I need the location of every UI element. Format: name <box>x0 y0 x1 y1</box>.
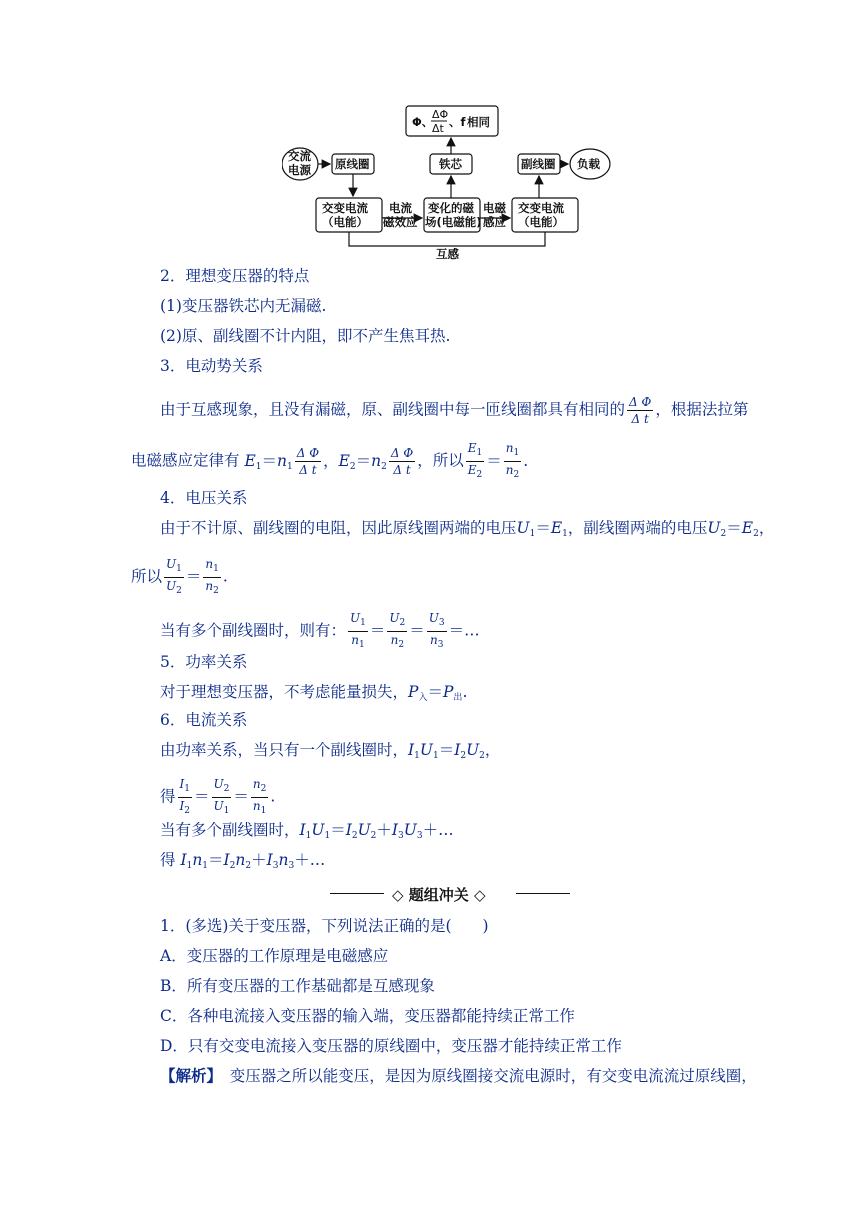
section-2-point-2: (2)原、副线圈不计内阻，即不产生焦耳热. <box>160 327 451 345</box>
label-current-line1: 电流 <box>389 201 412 215</box>
secondary-label: 副线圈 <box>521 157 556 171</box>
label-current-line2: 磁效应 <box>383 215 418 229</box>
s4-text-d: 当有多个副线圈时，则有： <box>160 621 347 640</box>
section-5-title: 5．功率关系 <box>160 653 248 671</box>
section-6-title: 6．电流关系 <box>160 711 248 729</box>
practice-header <box>330 884 570 904</box>
header-rule-left <box>330 893 384 894</box>
s3-text-b: ，根据法拉第 <box>655 400 749 419</box>
source-line2: 电源 <box>288 163 311 177</box>
field-line2: 场(电磁能) <box>425 215 482 229</box>
section-2-title: 2．理想变压器的特点 <box>160 267 310 285</box>
label-induction-line1: 电磁 <box>483 201 506 215</box>
s3-text-c: 电磁感应定律有 <box>131 451 240 470</box>
transformer-principle-diagram <box>282 100 622 260</box>
e-ratio-equation: $\frac{E_1}{E_2}$ ＝ $\frac{n_1}{n_2}$ . <box>467 441 529 480</box>
top-phi: Φ、 <box>412 115 434 129</box>
section-6-para-3: 当有多个副线圈时，$I_1U_1=I_2U_2+I_3U_3+\dots$ <box>160 821 454 841</box>
u2-eq: $U_2=E_2$， <box>707 519 775 539</box>
ac-in-line1: 交变电流 <box>322 201 368 215</box>
top-frac-den: Δt <box>432 122 444 135</box>
option-c: C．各种电流接入变压器的输入端，变压器都能持续正常工作 <box>160 1007 575 1025</box>
analysis-tag: 【解析】 <box>160 1066 215 1085</box>
frac-num: Δ Φ <box>629 395 652 409</box>
s6-text-b: 得 <box>160 787 176 806</box>
section-4-para-3: 当有多个副线圈时，则有： $\frac{U_1}{n_1}$ ＝ $\frac{U_2}{n_2}$ ＝ $\frac{U_3}{n_3}$ ＝… <box>160 611 480 650</box>
option-d: D．只有交变电流接入变压器的原线圈中，变压器才能持续正常工作 <box>160 1037 622 1055</box>
header-rule-right <box>516 893 570 894</box>
analysis-line <box>160 1066 757 1086</box>
ac-in-line2: （电能） <box>322 215 368 229</box>
section-2-point-1: (1)变压器铁芯内无漏磁. <box>160 297 327 315</box>
u1-eq: $U_1=E_1$ <box>516 519 568 539</box>
s3-text-d: ，所以 <box>417 451 464 470</box>
analysis-text: 变压器之所以能变压，是因为原线圈接交流电源时，有交变电流流过原线圈， <box>229 1067 757 1085</box>
top-frac-num: ΔΦ <box>432 108 449 121</box>
field-line1: 变化的磁 <box>428 201 474 215</box>
frac-den: Δ t <box>631 412 649 426</box>
s5-text: 对于理想变压器，不考虑能量损失， <box>160 683 409 701</box>
core-label: 铁芯 <box>439 157 462 171</box>
option-a: A．变压器的工作原理是电磁感应 <box>160 947 389 965</box>
section-3-para-2 <box>131 440 528 483</box>
ac-out-line1: 交变电流 <box>518 201 564 215</box>
s3-text-a: 由于互感现象，且没有漏磁，原、副线圈中每一匝线圈都具有相同的 <box>160 400 626 419</box>
s6-text-d: 得 <box>160 851 176 869</box>
section-3-para-1 <box>160 394 748 427</box>
section-4-title: 4．电压关系 <box>160 489 248 507</box>
question-1: 1．(多选)关于变压器，下列说法正确的是( ) <box>160 917 489 935</box>
section-6-para-1: 由功率关系，当只有一个副线圈时，$I_1U_1=I_2U_2$， <box>160 741 501 761</box>
section-4-para-1 <box>160 518 774 544</box>
section-4-para-2: 所以 $\frac{U_1}{U_2}$ ＝ $\frac{n_1}{n_2}$ . <box>131 557 228 596</box>
top-same: 相同 <box>467 115 490 129</box>
s6-text-a: 由功率关系，当只有一个副线圈时， <box>160 741 409 759</box>
s4-text-b: ，副线圈两端的电压 <box>567 519 708 537</box>
s4-text-c: 所以 <box>131 567 163 586</box>
practice-header-text: ◇ 题组冲关 ◇ <box>392 886 486 904</box>
e1-equation: $E_1=n_1$ $\frac{\text{Δ Φ}}{\text{Δ t}}$ ，$E_2=n_2$ $\frac{\text{Δ Φ}}{\text{Δ t}}$ <box>244 446 414 477</box>
mutual-label: 互感 <box>436 247 459 260</box>
option-b: B．所有变压器的工作基础都是互感现象 <box>160 977 435 995</box>
section-5-para: 对于理想变压器，不考虑能量损失，$P_入=P_出$. <box>160 683 468 703</box>
s4-text-a: 由于不计原、副线圈的电阻，因此原线圈两端的电压 <box>160 519 517 537</box>
section-6-para-2: 得 $\frac{I_1}{I_2}$ ＝ $\frac{U_2}{U_1}$ ＝ $\frac{n_2}{n_1}$ . <box>160 777 276 816</box>
top-f: 、f <box>449 115 466 129</box>
s6-text-c: 当有多个副线圈时， <box>160 821 300 839</box>
label-induction-line2: 感应 <box>483 215 506 229</box>
section-3-title: 3．电动势关系 <box>160 357 263 375</box>
primary-label: 原线圈 <box>335 157 370 171</box>
dphi-dt-fraction <box>627 394 653 427</box>
source-line1: 交流 <box>288 149 311 163</box>
section-6-para-4: 得 $I_1n_1=I_2n_2+I_3n_3+\dots$ <box>160 851 326 871</box>
load-label: 负载 <box>577 157 600 171</box>
ac-out-line2: （电能） <box>518 215 564 229</box>
